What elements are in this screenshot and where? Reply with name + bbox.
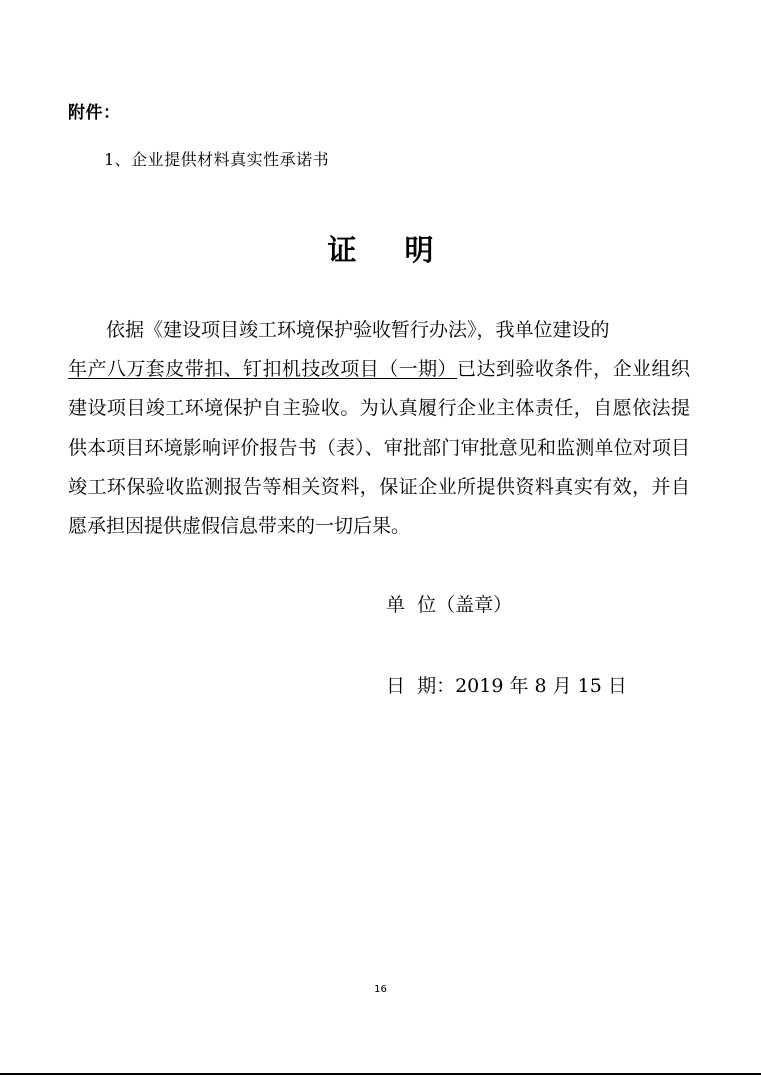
date-line: 日 期：2019 年 8 月 15 日 <box>386 675 627 697</box>
attachment-item: 1、企业提供材料真实性承诺书 <box>104 150 330 169</box>
body-text-after: 已达到验收条件，企业组织建设项目竣工环境保护自主验收。为认真履行企业主体责任，自愿依法提供本项目环境影响评价报告书（表）、审批部门审批意见和监测单位对项目竣工环保验收监测报告等相关资料，保证企业所提供资料真实有效，并自愿承担因提供虚假信息带来的一切后果。 <box>68 358 690 538</box>
page-number: 16 <box>374 984 387 995</box>
project-name: 年产八万套皮带扣、钉扣机技改项目（一期） <box>68 358 458 381</box>
bottom-rule <box>0 1073 761 1075</box>
body-text-before: 依据《建设项目竣工环境保护验收暂行办法》，我单位建设的 <box>106 319 610 341</box>
certificate-body <box>68 311 690 546</box>
certificate-paragraph <box>68 311 690 546</box>
document-title: 证明 <box>327 233 482 267</box>
seal-line: 单 位（盖章） <box>386 594 513 616</box>
attachments-label: 附件： <box>68 103 121 123</box>
